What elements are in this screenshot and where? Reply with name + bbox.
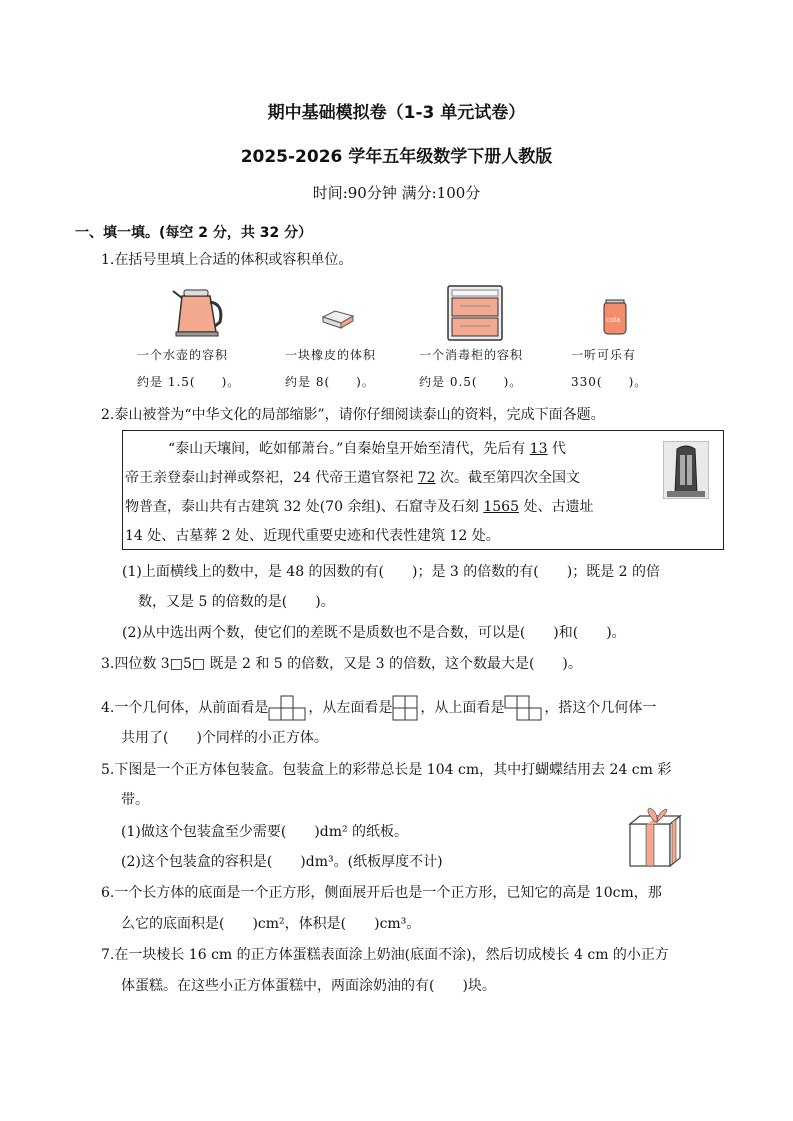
sterilizer-cabinet-icon xyxy=(446,284,504,344)
q2-sub1-line1: (1)上面横线上的数中，是 48 的因数的有( )；是 3 的倍数的有( )；既是 2 的倍 xyxy=(122,564,661,580)
q1-item-3-line1: 一个消毒柜的容积 xyxy=(419,348,524,362)
taishan-stone-tablet-icon xyxy=(663,441,709,499)
info-line-2: 帝王亲登泰山封禅或祭祀，24 代帝王遣官祭祀 72 次。截至第四次全国文 xyxy=(125,470,580,486)
question-6-line1: 6.一个长方体的底面是一个正方形，侧面展开后也是一个正方形，已知它的高是 10cm，那 xyxy=(101,885,662,901)
cola-can-icon xyxy=(600,298,630,338)
info-line-3: 物普查，泰山共有古建筑 32 处(70 余组)、石窟寺及石刻 1565 处、古遗址 xyxy=(125,499,594,515)
q2-sub1-line2: 数，又是 5 的倍数的是( )。 xyxy=(138,594,335,610)
q2-sub2: (2)从中选出两个数，使它们的差既不是质数也不是合数，可以是( )和( )。 xyxy=(122,625,626,641)
question-6-line2: 么它的底面积是( )cm²，体积是( )cm³。 xyxy=(121,916,421,932)
exam-subtitle: 2025-2026 学年五年级数学下册人教版 xyxy=(240,147,553,167)
question-2: 2.泰山被誉为“中华文化的局部缩影”，请你仔细阅读泰山的资料，完成下面各题。 xyxy=(101,407,605,423)
question-5-line2: 带。 xyxy=(121,792,149,808)
q1-item-4-line2: 330( )。 xyxy=(571,375,648,389)
q1-item-3-line2: 约是 0.5( )。 xyxy=(419,375,523,389)
number-13: 13 xyxy=(529,441,548,457)
q1-item-2-line1: 一块橡皮的体积 xyxy=(285,348,377,362)
q5-sub2: (2)这个包装盒的容积是( )dm³。(纸板厚度不计) xyxy=(121,854,443,870)
q1-item-1-line1: 一个水壶的容积 xyxy=(137,348,229,362)
number-72: 72 xyxy=(417,470,436,486)
q1-item-4-line1: 一听可乐有 xyxy=(571,348,637,362)
info-line-1: “泰山天壤间，屹如郁萧台。”自秦始皇开始至清代，先后有 13 代 xyxy=(168,441,567,457)
left-view-icon xyxy=(392,695,420,721)
question-5-line1: 5.下图是一个正方体包装盒。包装盒上的彩带总长是 104 cm，其中打蝴蝶结用去 24 cm 彩 xyxy=(101,762,672,778)
eraser-icon xyxy=(320,308,356,330)
front-view-icon xyxy=(268,695,308,721)
question-1: 1.在括号里填上合适的体积或容积单位。 xyxy=(101,252,353,268)
top-view-icon xyxy=(504,695,544,721)
gift-box-icon xyxy=(626,806,684,868)
time-score-line: 时间:90分钟 满分:100分 xyxy=(312,184,481,202)
q1-item-2-line2: 约是 8( )。 xyxy=(285,375,375,389)
exam-title: 期中基础模拟卷（1-3 单元试卷） xyxy=(267,103,526,123)
question-7-line2: 体蛋糕。在这些小正方体蛋糕中，两面涂奶油的有( )块。 xyxy=(121,978,496,994)
info-line-4: 14 处、古墓葬 2 处、近现代重要史迹和代表性建筑 12 处。 xyxy=(125,528,500,544)
taishan-info-box xyxy=(122,430,724,550)
section-heading: 一、填一填。(每空 2 分，共 32 分） xyxy=(75,225,313,241)
question-3: 3.四位数 3□5□ 既是 2 和 5 的倍数，又是 3 的倍数，这个数最大是( )。 xyxy=(101,656,582,672)
question-4-line2: 共用了( )个同样的小正方体。 xyxy=(121,730,328,746)
question-4-line1: 4.一个几何体，从前面看是 ，从左面看是 ，从上面看是 ，搭这个几何体一 xyxy=(101,695,656,721)
kettle-icon xyxy=(170,282,226,338)
question-7-line1: 7.在一块棱长 16 cm 的正方体蛋糕表面涂上奶油(底面不涂)，然后切成棱长 4 cm 的小正方 xyxy=(101,947,669,963)
cola-label: cola xyxy=(606,316,621,324)
q5-sub1: (1)做这个包装盒至少需要( )dm² 的纸板。 xyxy=(121,824,409,840)
number-1565: 1565 xyxy=(483,499,519,515)
q1-item-1-line2: 约是 1.5( )。 xyxy=(137,375,241,389)
